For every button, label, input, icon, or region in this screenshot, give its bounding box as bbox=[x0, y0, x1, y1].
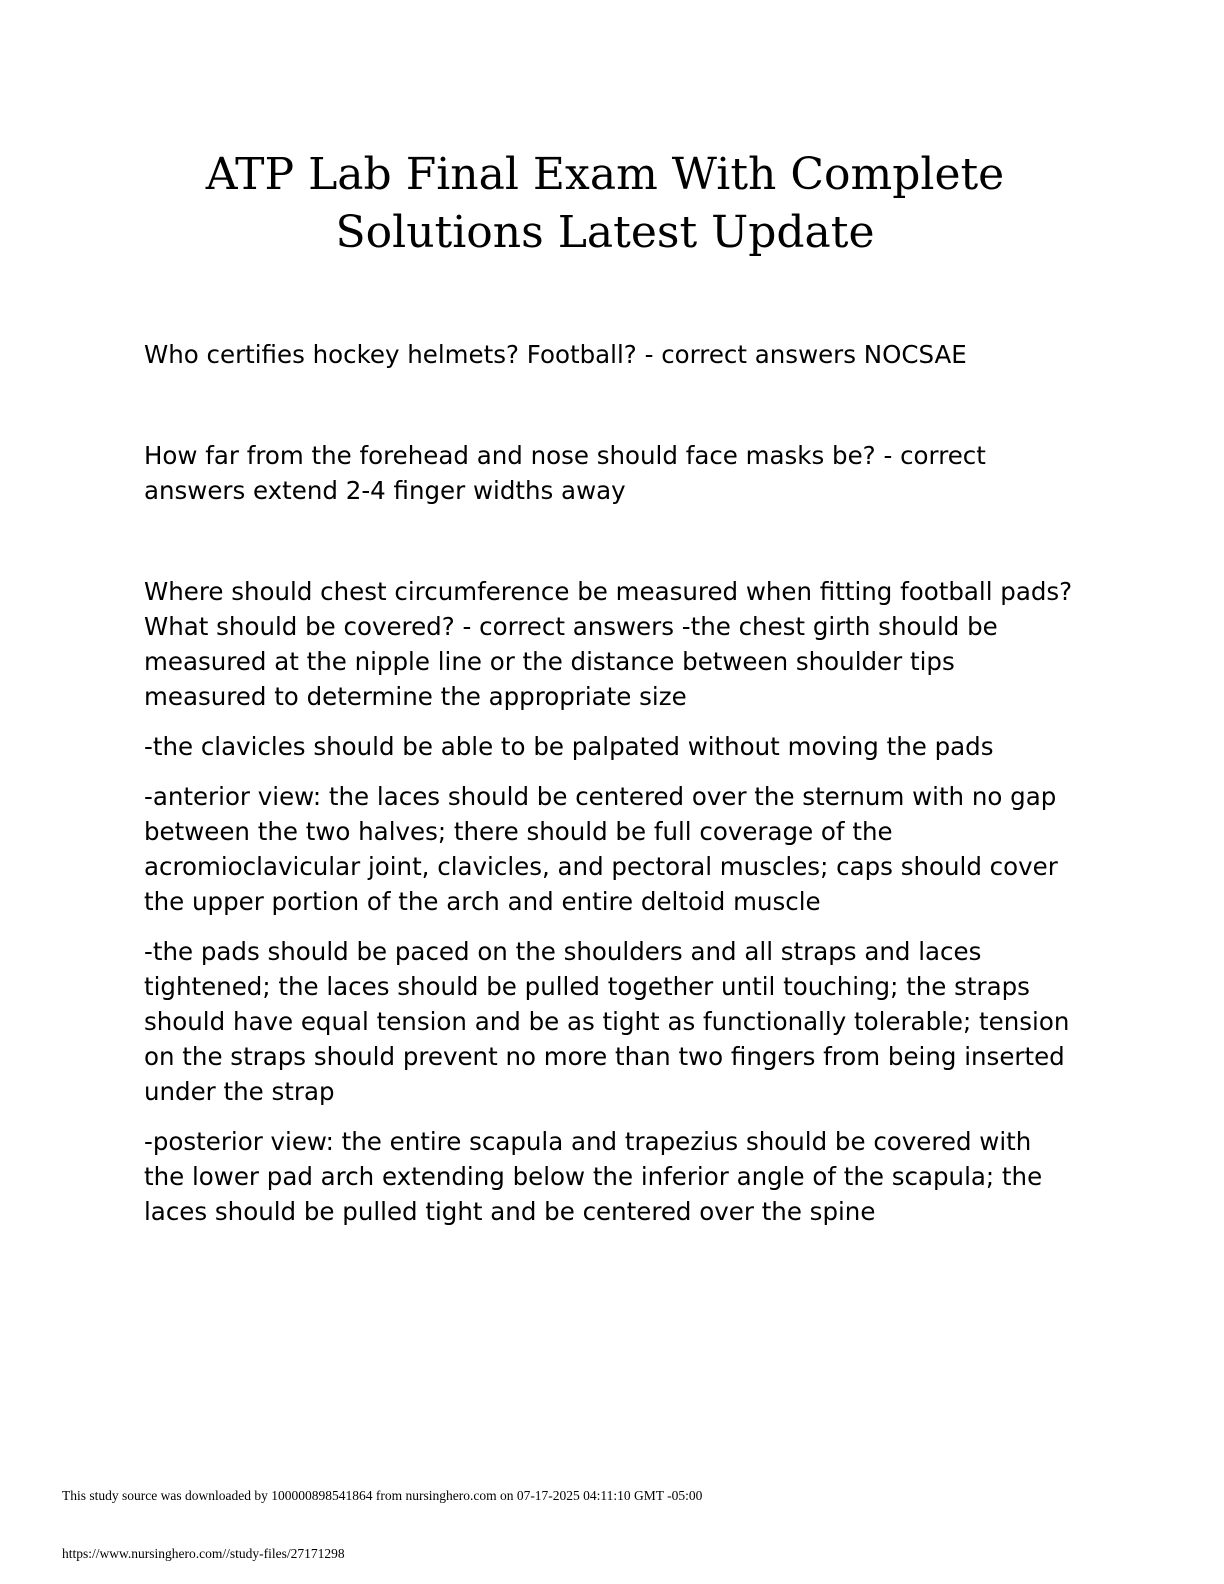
title-line-2: Solutions Latest Update bbox=[335, 207, 875, 258]
qa-paragraph: How far from the forehead and nose should face masks be? - correct answers extend 2-4 finger widths away bbox=[144, 441, 986, 505]
qa-paragraph: -posterior view: the entire scapula and trapezius should be covered with the lower pad arch extending below the inferior angle of the scapula; the laces should be pulled tight and be centered over the spine bbox=[144, 1127, 1043, 1226]
qa-paragraph: Where should chest circumference be measured when fitting football pads? What should be covered? - correct answers -the chest girth should be measured at the nipple line or the distance between shoulder tips measured to determine the appropriate size bbox=[144, 577, 1073, 711]
qa-content bbox=[144, 337, 1074, 1229]
page-title bbox=[0, 146, 1210, 262]
qa-item-1 bbox=[144, 337, 1074, 372]
qa-paragraph: Who certifies hockey helmets? Football? - correct answers NOCSAE bbox=[144, 340, 967, 369]
qa-item-3 bbox=[144, 574, 1074, 1229]
title-line-1: ATP Lab Final Exam With Complete bbox=[205, 149, 1005, 200]
download-source-note: This study source was downloaded by 100000898541864 from nursinghero.com on 07-17-2025 04:11:10 GMT -05:00 bbox=[62, 1488, 703, 1503]
qa-paragraph: -the pads should be paced on the shoulders and all straps and laces tightened; the laces should be pulled together until touching; the straps should have equal tension and be as tight as functionally tolerable; tension on the straps should prevent no more than two fingers from being inserted under the strap bbox=[144, 937, 1070, 1106]
qa-paragraph: -the clavicles should be able to be palpated without moving the pads bbox=[144, 732, 994, 761]
qa-paragraph: -anterior view: the laces should be centered over the sternum with no gap between the two halves; there should be full coverage of the acromioclavicular joint, clavicles, and pectoral muscles; caps should cover the upper portion of the arch and entire deltoid muscle bbox=[144, 782, 1058, 916]
qa-item-2 bbox=[144, 438, 1074, 508]
source-url-link[interactable]: https://www.nursinghero.com//study-files/27171298 bbox=[62, 1546, 345, 1561]
